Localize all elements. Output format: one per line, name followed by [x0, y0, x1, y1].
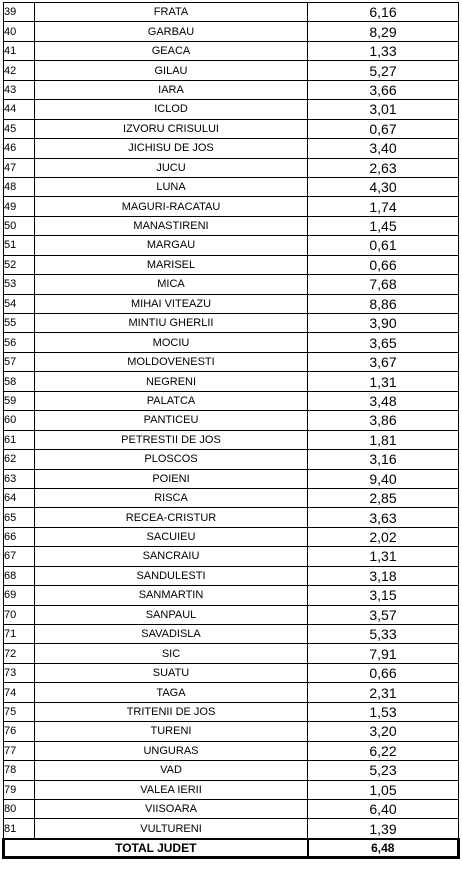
table-row: [4, 119, 459, 138]
locality-name: GEACA: [35, 41, 308, 60]
row-number: 79: [4, 780, 35, 799]
row-number: 64: [4, 488, 35, 507]
locality-name: MICA: [35, 275, 308, 294]
row-value: 5,23: [308, 761, 459, 780]
locality-name: TURENI: [35, 722, 308, 741]
locality-name: MIHAI VITEAZU: [35, 294, 308, 313]
locality-name: JICHISU DE JOS: [35, 139, 308, 158]
row-number: 76: [4, 722, 35, 741]
row-value: 2,63: [308, 158, 459, 177]
row-number: 63: [4, 469, 35, 488]
table-row: [4, 819, 459, 839]
row-number: 67: [4, 547, 35, 566]
locality-name: MOLDOVENESTI: [35, 352, 308, 371]
row-value: 1,31: [308, 547, 459, 566]
row-number: 51: [4, 236, 35, 255]
table-row: [4, 430, 459, 449]
row-value: 0,61: [308, 236, 459, 255]
row-number: 53: [4, 275, 35, 294]
row-value: 3,15: [308, 586, 459, 605]
table-row: [4, 663, 459, 682]
table-row: [4, 255, 459, 274]
locality-name: RISCA: [35, 488, 308, 507]
row-number: 40: [4, 22, 35, 41]
row-number: 68: [4, 566, 35, 585]
row-value: 3,63: [308, 508, 459, 527]
row-value: 3,18: [308, 566, 459, 585]
row-number: 62: [4, 450, 35, 469]
row-value: 3,20: [308, 722, 459, 741]
table-row: [4, 702, 459, 721]
locality-name: VAD: [35, 761, 308, 780]
table-row: [4, 372, 459, 391]
locality-name: MARISEL: [35, 255, 308, 274]
locality-name: NEGRENI: [35, 372, 308, 391]
locality-name: IARA: [35, 80, 308, 99]
locality-name: MOCIU: [35, 333, 308, 352]
total-row: [4, 839, 459, 858]
data-table: [2, 2, 460, 859]
row-value: 0,66: [308, 663, 459, 682]
locality-name: SACUIEU: [35, 527, 308, 546]
row-number: 47: [4, 158, 35, 177]
table-row: [4, 683, 459, 702]
row-number: 50: [4, 216, 35, 235]
row-value: 6,16: [308, 3, 459, 22]
locality-name: VULTURENI: [35, 819, 308, 839]
locality-name: POIENI: [35, 469, 308, 488]
table-row: [4, 488, 459, 507]
table-row: [4, 333, 459, 352]
row-value: 3,67: [308, 352, 459, 371]
table-row: [4, 197, 459, 216]
row-value: 1,39: [308, 819, 459, 839]
locality-name: IZVORU CRISULUI: [35, 119, 308, 138]
table-row: [4, 527, 459, 546]
table-row: [4, 216, 459, 235]
row-value: 3,65: [308, 333, 459, 352]
table-row: [4, 741, 459, 760]
row-value: 1,05: [308, 780, 459, 799]
table-row: [4, 761, 459, 780]
row-number: 81: [4, 819, 35, 839]
table-row: [4, 352, 459, 371]
locality-name: MAGURI-RACATAU: [35, 197, 308, 216]
locality-name: PALATCA: [35, 391, 308, 410]
row-value: 0,66: [308, 255, 459, 274]
row-value: 6,40: [308, 799, 459, 818]
locality-name: VALEA IERII: [35, 780, 308, 799]
table-row: [4, 411, 459, 430]
locality-name: SANDULESTI: [35, 566, 308, 585]
table-row: [4, 158, 459, 177]
locality-name: TRITENII DE JOS: [35, 702, 308, 721]
row-value: 8,29: [308, 22, 459, 41]
row-number: 52: [4, 255, 35, 274]
locality-name: TAGA: [35, 683, 308, 702]
table-row: [4, 236, 459, 255]
table-row: [4, 605, 459, 624]
table-row: [4, 780, 459, 799]
locality-name: VIISOARA: [35, 799, 308, 818]
locality-name: MARGAU: [35, 236, 308, 255]
locality-name: UNGURAS: [35, 741, 308, 760]
row-number: 78: [4, 761, 35, 780]
locality-name: GARBAU: [35, 22, 308, 41]
table-row: [4, 547, 459, 566]
locality-name: SAVADISLA: [35, 625, 308, 644]
table-row: [4, 314, 459, 333]
row-number: 69: [4, 586, 35, 605]
row-number: 72: [4, 644, 35, 663]
row-value: 3,16: [308, 450, 459, 469]
row-value: 6,22: [308, 741, 459, 760]
table-row: [4, 139, 459, 158]
table-row: [4, 61, 459, 80]
row-value: 7,91: [308, 644, 459, 663]
table-row: [4, 586, 459, 605]
row-number: 71: [4, 625, 35, 644]
table-row: [4, 22, 459, 41]
row-value: 2,02: [308, 527, 459, 546]
row-value: 3,57: [308, 605, 459, 624]
row-number: 73: [4, 663, 35, 682]
locality-name: FRATA: [35, 3, 308, 22]
table-row: [4, 80, 459, 99]
row-number: 59: [4, 391, 35, 410]
row-value: 4,30: [308, 177, 459, 196]
table-row: [4, 644, 459, 663]
row-value: 0,67: [308, 119, 459, 138]
locality-name: SANCRAIU: [35, 547, 308, 566]
row-value: 2,85: [308, 488, 459, 507]
row-number: 44: [4, 100, 35, 119]
table-row: [4, 3, 459, 22]
row-value: 1,33: [308, 41, 459, 60]
row-value: 3,01: [308, 100, 459, 119]
table-row: [4, 722, 459, 741]
row-value: 7,68: [308, 275, 459, 294]
row-value: 5,27: [308, 61, 459, 80]
row-value: 2,31: [308, 683, 459, 702]
total-label: TOTAL JUDET: [4, 839, 308, 858]
locality-name: ICLOD: [35, 100, 308, 119]
table-row: [4, 177, 459, 196]
table-row: [4, 275, 459, 294]
row-value: 3,90: [308, 314, 459, 333]
row-number: 42: [4, 61, 35, 80]
row-value: 9,40: [308, 469, 459, 488]
locality-name: MANASTIRENI: [35, 216, 308, 235]
table-row: [4, 625, 459, 644]
locality-name: JUCU: [35, 158, 308, 177]
row-value: 1,74: [308, 197, 459, 216]
locality-name: LUNA: [35, 177, 308, 196]
row-value: 5,33: [308, 625, 459, 644]
locality-name: SUATU: [35, 663, 308, 682]
row-value: 3,48: [308, 391, 459, 410]
row-value: 3,86: [308, 411, 459, 430]
locality-name: SANMARTIN: [35, 586, 308, 605]
row-number: 39: [4, 3, 35, 22]
table-row: [4, 100, 459, 119]
row-number: 55: [4, 314, 35, 333]
table-container: [2, 2, 460, 859]
table-row: [4, 41, 459, 60]
row-number: 46: [4, 139, 35, 158]
locality-name: PANTICEU: [35, 411, 308, 430]
table-row: [4, 469, 459, 488]
row-number: 48: [4, 177, 35, 196]
row-value: 1,45: [308, 216, 459, 235]
row-value: 1,31: [308, 372, 459, 391]
row-number: 45: [4, 119, 35, 138]
row-number: 56: [4, 333, 35, 352]
row-number: 41: [4, 41, 35, 60]
table-row: [4, 508, 459, 527]
row-number: 60: [4, 411, 35, 430]
total-value: 6,48: [308, 839, 459, 858]
row-number: 65: [4, 508, 35, 527]
row-number: 80: [4, 799, 35, 818]
row-number: 70: [4, 605, 35, 624]
row-number: 77: [4, 741, 35, 760]
row-number: 66: [4, 527, 35, 546]
row-number: 58: [4, 372, 35, 391]
table-row: [4, 799, 459, 818]
row-number: 74: [4, 683, 35, 702]
row-number: 49: [4, 197, 35, 216]
locality-name: SIC: [35, 644, 308, 663]
locality-name: PLOSCOS: [35, 450, 308, 469]
table-row: [4, 450, 459, 469]
table-row: [4, 391, 459, 410]
row-number: 75: [4, 702, 35, 721]
row-number: 54: [4, 294, 35, 313]
row-number: 57: [4, 352, 35, 371]
locality-name: MINTIU GHERLII: [35, 314, 308, 333]
locality-name: SANPAUL: [35, 605, 308, 624]
row-number: 43: [4, 80, 35, 99]
table-row: [4, 566, 459, 585]
locality-name: RECEA-CRISTUR: [35, 508, 308, 527]
locality-name: GILAU: [35, 61, 308, 80]
row-value: 1,53: [308, 702, 459, 721]
table-row: [4, 294, 459, 313]
row-value: 3,40: [308, 139, 459, 158]
row-value: 1,81: [308, 430, 459, 449]
row-number: 61: [4, 430, 35, 449]
row-value: 8,86: [308, 294, 459, 313]
table-body: [4, 3, 459, 858]
row-value: 3,66: [308, 80, 459, 99]
locality-name: PETRESTII DE JOS: [35, 430, 308, 449]
